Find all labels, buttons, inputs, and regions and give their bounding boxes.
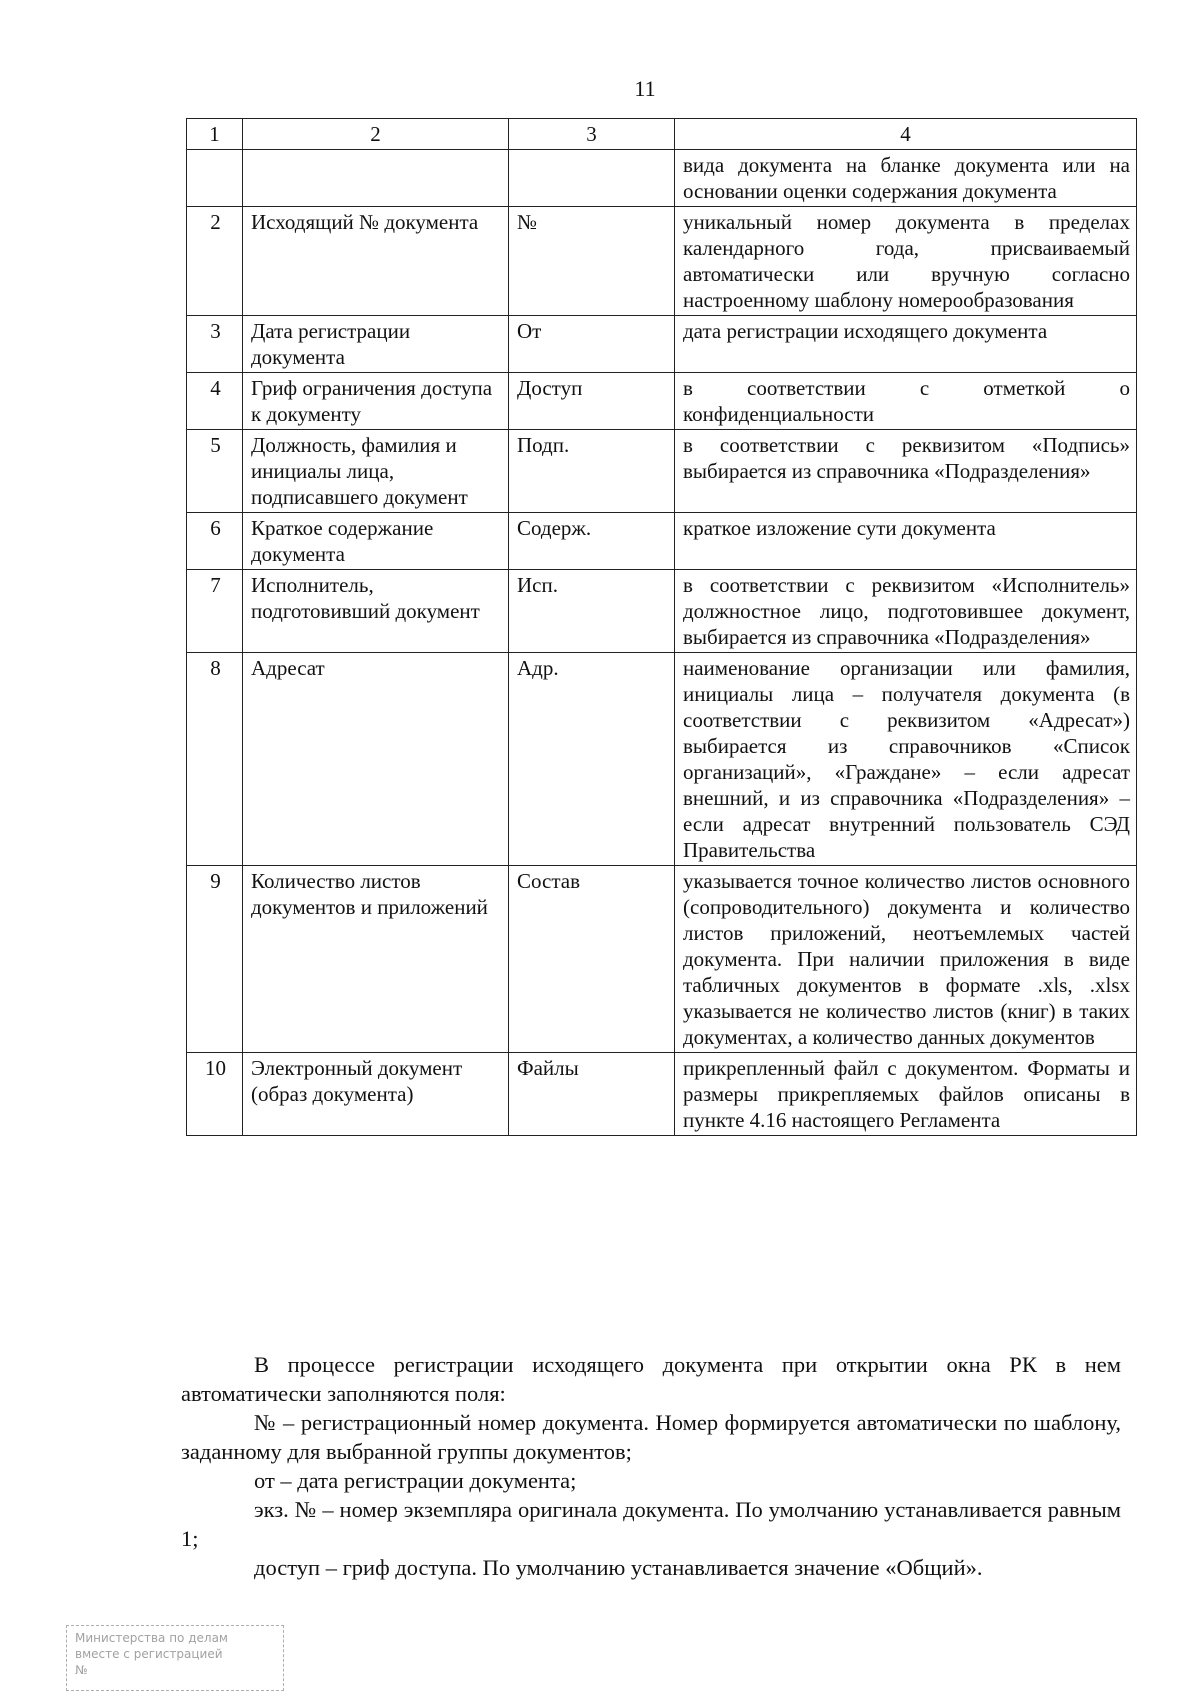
field-code: Подп. (509, 430, 675, 513)
table-row (187, 316, 1137, 373)
header-col-1: 1 (187, 119, 243, 150)
field-description: наименование организации или фамилия, инициалы лица – получателя документа (в соответствии с реквизитом «Адресат») выбирается из справочников «Список организаций», «Граждане» – если адресат внешний, и из справочника «Подразделения» – если адресат внутренний пользователь СЭД Правительства (675, 653, 1137, 866)
row-number: 4 (187, 373, 243, 430)
field-description: в соответствии с отметкой о конфиденциальности (675, 373, 1137, 430)
stamp-line: вместе с регистрацией (75, 1647, 223, 1661)
paragraph: экз. № – номер экземпляра оригинала документа. По умолчанию устанавливается равным 1; (181, 1497, 1121, 1551)
page-number: 11 (634, 76, 656, 101)
table-row (187, 150, 1137, 207)
field-description: уникальный номер документа в пределах календарного года, присваиваемый автоматически или вручную согласно настроенному шаблону номерообразования (675, 207, 1137, 316)
table-header-row (187, 119, 1137, 150)
registration-stamp (66, 1625, 284, 1691)
table-row (187, 373, 1137, 430)
field-name: Количество листов документов и приложений (243, 866, 509, 1053)
row-number: 7 (187, 570, 243, 653)
field-code: Файлы (509, 1053, 675, 1136)
field-code: Доступ (509, 373, 675, 430)
field-description: в соответствии с реквизитом «Исполнитель» должностное лицо, подготовившее документ, выбирается из справочника «Подразделения» (675, 570, 1137, 653)
field-code: Исп. (509, 570, 675, 653)
field-code: Адр. (509, 653, 675, 866)
table-row (187, 430, 1137, 513)
table-row (187, 866, 1137, 1053)
row-number: 8 (187, 653, 243, 866)
field-name: Должность, фамилия и инициалы лица, подписавшего документ (243, 430, 509, 513)
header-col-2: 2 (243, 119, 509, 150)
field-name: Исполнитель, подготовивший документ (243, 570, 509, 653)
table-row (187, 207, 1137, 316)
stamp-line: № (75, 1663, 88, 1677)
header-col-4: 4 (675, 119, 1137, 150)
row-number (187, 150, 243, 207)
field-name: Адресат (243, 653, 509, 866)
row-number: 6 (187, 513, 243, 570)
field-description: краткое изложение сути документа (675, 513, 1137, 570)
field-code (509, 150, 675, 207)
registration-fields-table (186, 118, 1137, 1136)
field-name: Гриф ограничения доступа к документу (243, 373, 509, 430)
field-code: Содерж. (509, 513, 675, 570)
paragraph: № – регистрационный номер документа. Номер формируется автоматически по шаблону, заданному для выбранной группы документов; (181, 1410, 1121, 1464)
field-description: прикрепленный файл с документом. Форматы и размеры прикрепляемых файлов описаны в пункте 4.16 настоящего Регламента (675, 1053, 1137, 1136)
table-row (187, 570, 1137, 653)
field-description: указывается точное количество листов основного (сопроводительного) документа и количество листов приложений, неотъемлемых частей документа. При наличии приложения в виде табличных документов в формате .xls, .xlsx указывается не количество листов (книг) в таких документах, а количество данных документов (675, 866, 1137, 1053)
header-col-3: 3 (509, 119, 675, 150)
field-name: Электронный документ (образ документа) (243, 1053, 509, 1136)
row-number: 2 (187, 207, 243, 316)
row-number: 9 (187, 866, 243, 1053)
table-row (187, 513, 1137, 570)
body-text (181, 1350, 1121, 1582)
field-name: Дата регистрации документа (243, 316, 509, 373)
field-description: вида документа на бланке документа или на основании оценки содержания документа (675, 150, 1137, 207)
row-number: 10 (187, 1053, 243, 1136)
paragraph: В процессе регистрации исходящего документа при открытии окна РК в нем автоматически заполняются поля: (181, 1352, 1121, 1406)
paragraph: доступ – гриф доступа. По умолчанию устанавливается значение «Общий». (254, 1555, 983, 1580)
field-code: № (509, 207, 675, 316)
stamp-line: Министерства по делам (75, 1631, 228, 1645)
field-name: Краткое содержание документа (243, 513, 509, 570)
field-description: дата регистрации исходящего документа (675, 316, 1137, 373)
row-number: 3 (187, 316, 243, 373)
field-name: Исходящий № документа (243, 207, 509, 316)
field-code: От (509, 316, 675, 373)
paragraph: от – дата регистрации документа; (254, 1468, 577, 1493)
row-number: 5 (187, 430, 243, 513)
field-code: Состав (509, 866, 675, 1053)
table-row (187, 1053, 1137, 1136)
table-row (187, 653, 1137, 866)
field-description: в соответствии с реквизитом «Подпись» выбирается из справочника «Подразделения» (675, 430, 1137, 513)
field-name (243, 150, 509, 207)
